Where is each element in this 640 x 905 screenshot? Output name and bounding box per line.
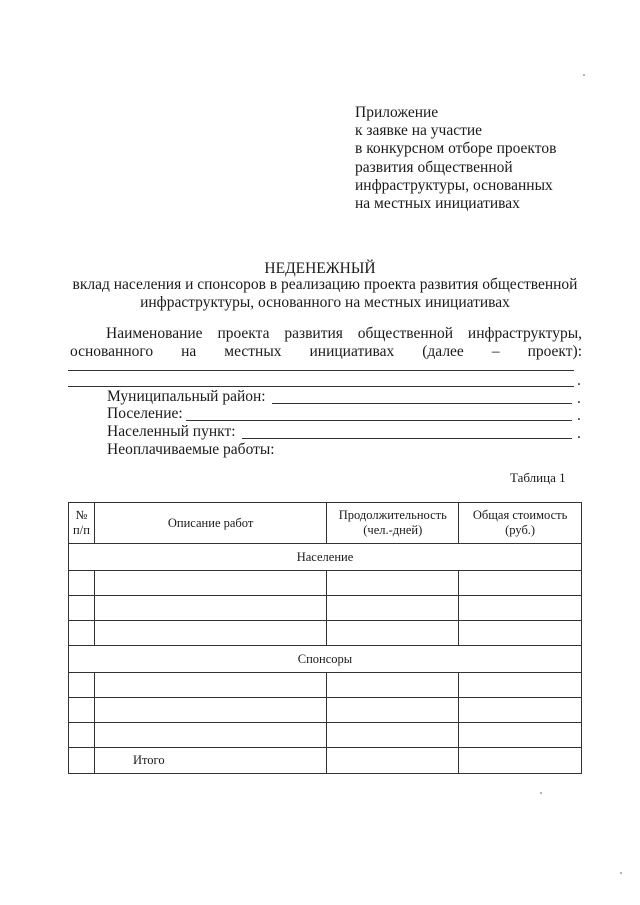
cell-cost[interactable] [459,571,582,596]
cell-number[interactable] [69,571,95,596]
line-end-dot: . [577,425,581,442]
cell-duration[interactable] [327,621,459,646]
table-row [69,673,582,698]
document-subtitle [60,276,590,312]
cell-cost[interactable] [459,698,582,723]
cell-cost[interactable] [459,723,582,748]
appendix-line: на местных инициативах [355,195,520,213]
subtitle-line: инфраструктуры, основанного на местных инициативах [140,294,510,311]
project-name-blank-1[interactable] [68,370,574,371]
cell-description[interactable] [94,621,326,646]
total-row [69,748,582,774]
unpaid-works-label: Неоплачиваемые работы: [107,441,275,458]
cell-number[interactable] [69,723,95,748]
appendix-line: в конкурсном отборе проектов [355,140,557,158]
table-row [69,723,582,748]
line-end-dot: . [577,372,581,389]
header-cost-line: Общая стоимость [472,508,568,522]
header-cost [459,503,582,544]
works-table [68,502,582,774]
header-number-line: № [75,508,88,522]
cell-cost[interactable] [459,621,582,646]
cell-duration[interactable] [327,673,459,698]
table-row [69,621,582,646]
cell-duration[interactable] [327,571,459,596]
table-row [69,596,582,621]
cell-cost[interactable] [459,596,582,621]
locality-label: Населенный пункт: [107,423,236,440]
header-number-line: п/п [73,523,90,537]
document-title: НЕДЕНЕЖНЫЙ [264,260,376,277]
line-end-dot: . [577,390,581,407]
appendix-line: инфраструктуры, основанных [355,176,553,194]
scan-speck [583,74,585,76]
section-row-population [69,544,582,571]
cell-duration[interactable] [327,596,459,621]
cell-number[interactable] [69,673,95,698]
cell-number[interactable] [69,596,95,621]
total-label: Итого [94,748,326,774]
table-header-row [69,503,582,544]
total-cost[interactable] [459,748,582,774]
header-duration [327,503,459,544]
cell-cost[interactable] [459,673,582,698]
settlement-field[interactable] [186,420,572,421]
project-name-line: Наименование проекта развития общественной инфраструктуры, [106,325,582,342]
cell-description[interactable] [94,571,326,596]
district-label: Муниципальный район: [107,388,266,405]
cell-description[interactable] [94,698,326,723]
settlement-label: Поселение: [107,405,183,422]
header-duration-line: Продолжительность [338,508,447,522]
table-row [69,698,582,723]
scan-speck [540,792,542,794]
header-duration-line: (чел.-дней) [363,523,423,537]
appendix-line: развития общественной [355,158,513,176]
cell-number[interactable] [69,621,95,646]
scan-speck [620,872,622,874]
appendix-line: к заявке на участие [355,122,483,140]
locality-field[interactable] [242,438,572,439]
appendix-block [355,104,556,213]
cell-description[interactable] [94,596,326,621]
header-number [69,503,95,544]
appendix-line: Приложение [355,104,439,121]
cell-description[interactable] [94,723,326,748]
project-name-paragraph [70,325,582,361]
total-duration[interactable] [327,748,459,774]
cell-number [69,748,95,774]
table-row [69,571,582,596]
line-end-dot: . [577,407,581,424]
project-name-blank-2[interactable] [68,386,574,387]
header-description: Описание работ [94,503,326,544]
section-label-population: Население [69,544,582,571]
project-name-line: основанного на местных инициативах (далее – проект): [70,343,582,360]
subtitle-line: вклад населения и спонсоров в реализацию проекта развития общественной [72,276,578,293]
cell-duration[interactable] [327,723,459,748]
header-cost-line: (руб.) [505,523,536,537]
section-row-sponsors [69,646,582,673]
section-label-sponsors: Спонсоры [69,646,582,673]
cell-number[interactable] [69,698,95,723]
district-field[interactable] [272,403,572,404]
table-caption: Таблица 1 [510,470,566,485]
cell-duration[interactable] [327,698,459,723]
cell-description[interactable] [94,673,326,698]
